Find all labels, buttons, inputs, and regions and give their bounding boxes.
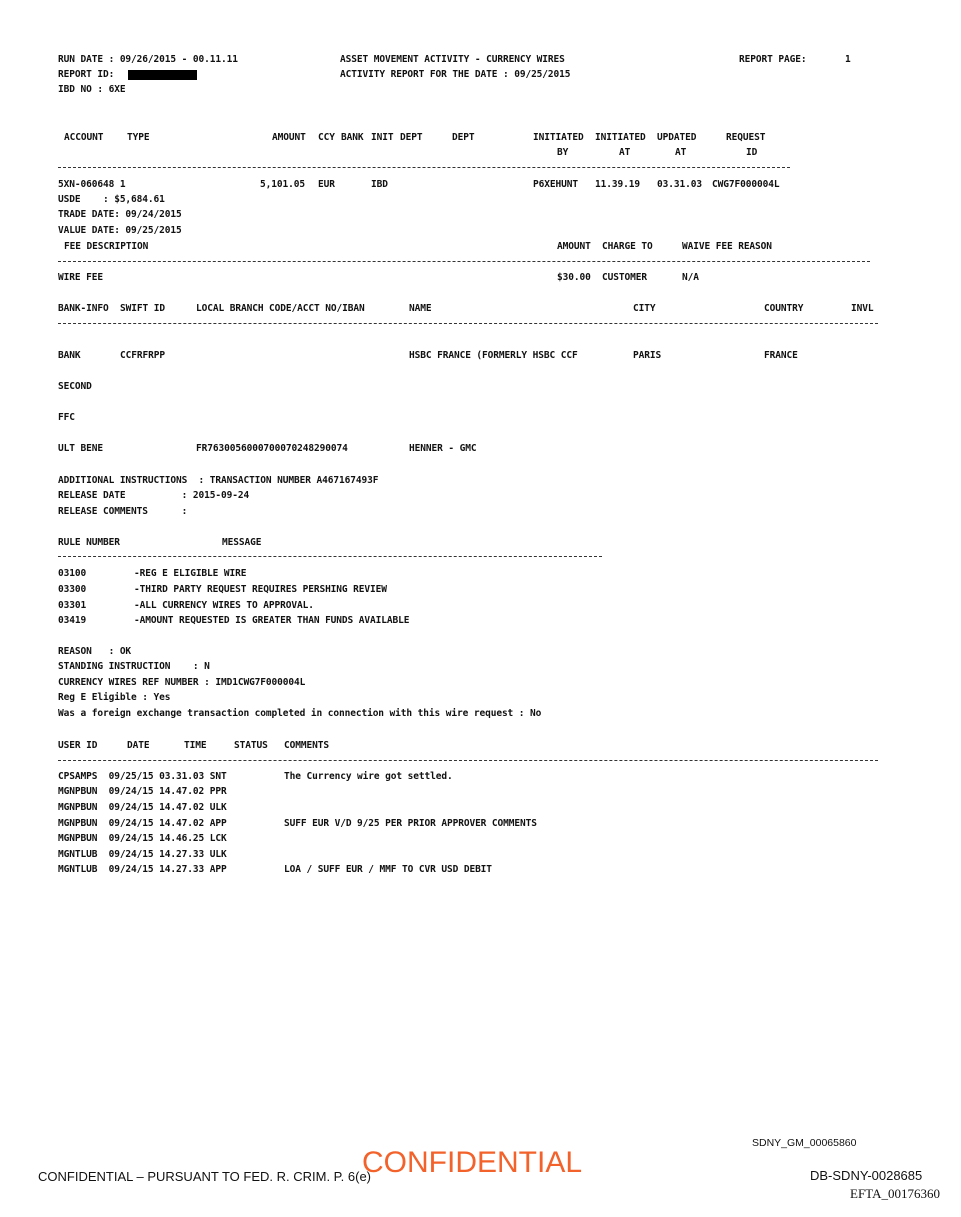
col-id: ID <box>746 147 758 158</box>
log-entry: CPSAMPS 09/25/15 03.31.03 SNT <box>58 771 227 782</box>
col-initiated-1: INITIATED <box>533 132 584 143</box>
log-entry: MGNPBUN 09/24/15 14.47.02 APP <box>58 818 227 829</box>
log-time-header: TIME <box>184 740 207 751</box>
efta-number: EFTA_00176360 <box>850 1186 940 1201</box>
redaction-block <box>128 70 197 80</box>
divider <box>58 760 878 761</box>
report-title: ASSET MOVEMENT ACTIVITY - CURRENCY WIRES <box>340 54 565 65</box>
account-number: 5XN-060648 1 <box>58 179 126 190</box>
confidential-notice: CONFIDENTIAL – PURSUANT TO FED. R. CRIM. P. 6(e) <box>38 1169 372 1184</box>
initiated-at: 11.39.19 <box>595 179 640 190</box>
usde-amount: USDE : $5,684.61 <box>58 194 165 205</box>
col-at-2: AT <box>675 147 687 158</box>
rule-message: -REG E ELIGIBLE WIRE <box>134 568 247 579</box>
log-comment: LOA / SUFF EUR / MMF TO CVR USD DEBIT <box>284 864 492 875</box>
col-ccy: CCY <box>318 132 335 143</box>
divider <box>58 261 870 262</box>
report-page-label: REPORT PAGE: <box>739 54 807 65</box>
fee-amount: $30.00 <box>557 272 591 283</box>
standing-instruction: STANDING INSTRUCTION : N <box>58 661 210 672</box>
col-type: TYPE <box>127 132 150 143</box>
invl-header: INVL <box>851 303 874 314</box>
log-comment: The Currency wire got settled. <box>284 771 453 782</box>
col-request: REQUEST <box>726 132 766 143</box>
city-header: CITY <box>633 303 656 314</box>
col-at-1: AT <box>619 147 631 158</box>
bank-country: FRANCE <box>764 350 798 361</box>
rule-message-header: MESSAGE <box>222 537 262 548</box>
fee-amount-header: AMOUNT <box>557 241 591 252</box>
local-branch-header: LOCAL BRANCH CODE/ACCT NO/IBAN <box>196 303 365 314</box>
rule-message: -ALL CURRENCY WIRES TO APPROVAL. <box>134 600 314 611</box>
reason: REASON : OK <box>58 646 132 657</box>
divider <box>58 167 790 168</box>
log-comments-header: COMMENTS <box>284 740 329 751</box>
updated-at: 03.31.03 <box>657 179 702 190</box>
bank-label: BANK <box>58 350 81 361</box>
release-date: RELEASE DATE : 2015-09-24 <box>58 490 250 501</box>
log-comment: SUFF EUR V/D 9/25 PER PRIOR APPROVER COMMENTS <box>284 818 537 829</box>
confidential-stamp: CONFIDENTIAL <box>362 1146 583 1179</box>
rule-message: -AMOUNT REQUESTED IS GREATER THAN FUNDS AVAILABLE <box>134 615 410 626</box>
second-bank-label: SECOND <box>58 381 92 392</box>
run-date: RUN DATE : 09/26/2015 - 00.11.11 <box>58 54 238 65</box>
report-page-value: 1 <box>845 54 851 65</box>
col-by: BY <box>557 147 569 158</box>
log-status-header: STATUS <box>234 740 268 751</box>
ult-bene-name: HENNER - GMC <box>409 443 477 454</box>
bank-info-header: BANK-INFO <box>58 303 109 314</box>
bates-number-db: DB-SDNY-0028685 <box>810 1168 923 1183</box>
col-updated: UPDATED <box>657 132 697 143</box>
fee-waive-reason: N/A <box>682 272 699 283</box>
divider <box>58 323 878 324</box>
col-amount: AMOUNT <box>272 132 306 143</box>
col-init: INIT <box>371 132 394 143</box>
rule-code: 03100 <box>58 568 87 579</box>
fee-description-header: FEE DESCRIPTION <box>64 241 149 252</box>
log-user-header: USER ID <box>58 740 98 751</box>
log-entry: MGNPBUN 09/24/15 14.47.02 PPR <box>58 786 227 797</box>
bank-value: IBD <box>371 179 388 190</box>
currency-value: EUR <box>318 179 335 190</box>
col-dept-2: DEPT <box>452 132 475 143</box>
value-date: VALUE DATE: 09/25/2015 <box>58 225 182 236</box>
reg-e-eligible: Reg E Eligible : Yes <box>58 692 171 703</box>
bates-number: SDNY_GM_00065860 <box>752 1137 857 1149</box>
col-dept-1: DEPT <box>400 132 423 143</box>
fee-description: WIRE FEE <box>58 272 103 283</box>
rule-code: 03301 <box>58 600 87 611</box>
report-subtitle: ACTIVITY REPORT FOR THE DATE : 09/25/2015 <box>340 69 571 80</box>
log-entry: MGNTLUB 09/24/15 14.27.33 APP <box>58 864 227 875</box>
ffc-label: FFC <box>58 412 75 423</box>
trade-date: TRADE DATE: 09/24/2015 <box>58 209 182 220</box>
ibd-number: IBD NO : 6XE <box>58 84 126 95</box>
currency-wires-ref: CURRENCY WIRES REF NUMBER : IMD1CWG7F000004L <box>58 677 306 688</box>
bank-city: PARIS <box>633 350 662 361</box>
col-initiated-2: INITIATED <box>595 132 646 143</box>
ult-bene-label: ULT BENE <box>58 443 103 454</box>
amount-value: 5,101.05 <box>260 179 305 190</box>
fee-charge-header: CHARGE TO <box>602 241 653 252</box>
rule-number-header: RULE NUMBER <box>58 537 120 548</box>
log-date-header: DATE <box>127 740 150 751</box>
fx-question: Was a foreign exchange transaction completed in connection with this wire request : No <box>58 708 542 719</box>
report-id-label: REPORT ID: <box>58 69 115 80</box>
country-header: COUNTRY <box>764 303 804 314</box>
rule-code: 03419 <box>58 615 87 626</box>
bank-name: HSBC FRANCE (FORMERLY HSBC CCF <box>409 350 578 361</box>
rule-code: 03300 <box>58 584 87 595</box>
rule-message: -THIRD PARTY REQUEST REQUIRES PERSHING REVIEW <box>134 584 387 595</box>
col-bank: BANK <box>341 132 364 143</box>
log-entry: MGNPBUN 09/24/15 14.46.25 LCK <box>58 833 227 844</box>
swift-id-header: SWIFT ID <box>120 303 165 314</box>
log-entry: MGNPBUN 09/24/15 14.47.02 ULK <box>58 802 227 813</box>
fee-waive-header: WAIVE FEE REASON <box>682 241 772 252</box>
name-header: NAME <box>409 303 432 314</box>
ult-bene-iban: FR7630056000700070248290074 <box>196 443 348 454</box>
release-comments: RELEASE COMMENTS : <box>58 506 188 517</box>
bank-swift: CCFRFRPP <box>120 350 165 361</box>
divider <box>58 556 602 557</box>
initiated-by: P6XEHUNT <box>533 179 578 190</box>
col-account: ACCOUNT <box>64 132 104 143</box>
request-id: CWG7F000004L <box>712 179 780 190</box>
additional-instructions: ADDITIONAL INSTRUCTIONS : TRANSACTION NUMBER A467167493F <box>58 475 379 486</box>
log-entry: MGNTLUB 09/24/15 14.27.33 ULK <box>58 849 227 860</box>
fee-charge-to: CUSTOMER <box>602 272 647 283</box>
